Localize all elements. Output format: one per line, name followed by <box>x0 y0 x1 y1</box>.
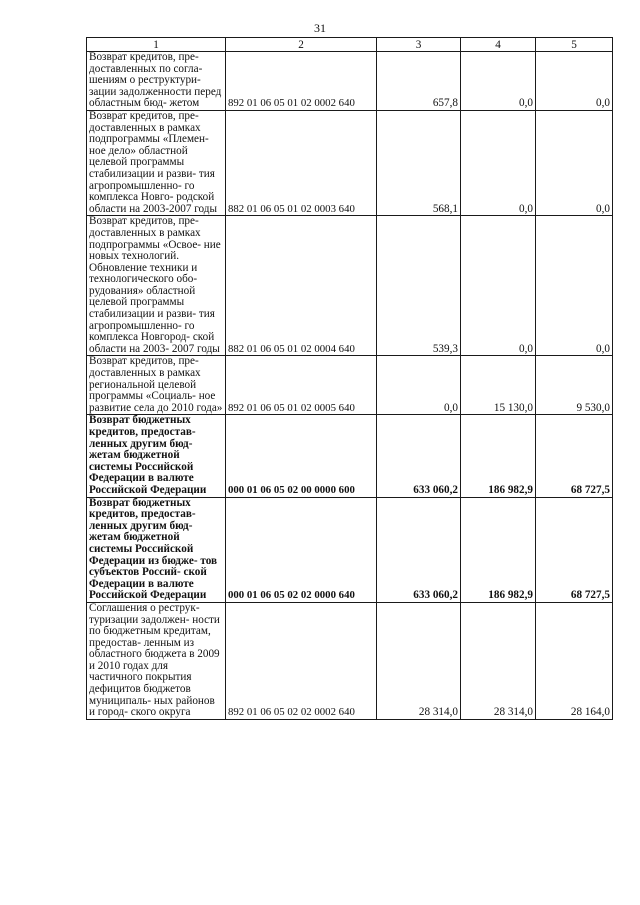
row-code: 892 01 06 05 02 02 0002 640 <box>226 602 377 719</box>
row-name: Возврат кредитов, пре- доставленных в рамках региональной целевой программы «Социаль- ное развитие села до 2010 года» <box>87 356 226 415</box>
row-name: Возврат бюджетных кредитов, предостав- ленных другим бюд- жетам бюджетной системы Российской Федерации в валюте Российской Федерации <box>87 415 226 497</box>
row-code: 000 01 06 05 02 00 0000 600 <box>226 415 377 497</box>
table-row <box>87 356 613 415</box>
row-value-col4: 186 982,9 <box>461 497 536 602</box>
row-code: 892 01 06 05 01 02 0005 640 <box>226 356 377 415</box>
row-value-col5: 0,0 <box>536 216 613 356</box>
row-value-col3: 633 060,2 <box>377 497 461 602</box>
table-row <box>87 415 613 497</box>
row-value-col4: 0,0 <box>461 52 536 111</box>
table-header-row <box>87 38 613 52</box>
header-col-5: 5 <box>536 38 613 52</box>
row-value-col3: 28 314,0 <box>377 602 461 719</box>
table-row <box>87 52 613 111</box>
row-name: Возврат кредитов, пре- доставленных в рамках подпрограммы «Освое- ние новых технологий. Обновление техники и технологического обо- рудования» областной целевой программы стабилизации и разви- тия агропромышленно- го комплекса Новгород- ской области на 2003- 2007 годы <box>87 216 226 356</box>
row-value-col4: 186 982,9 <box>461 415 536 497</box>
row-value-col5: 9 530,0 <box>536 356 613 415</box>
row-code: 000 01 06 05 02 02 0000 640 <box>226 497 377 602</box>
row-name: Возврат кредитов, пре- доставленных в рамках подпрограммы «Племен- ное дело» областной целевой программы стабилизации и разви- тия агропромышленно- го комплекса Новго- родской области на 2003-2007 годы <box>87 110 226 215</box>
row-code: 882 01 06 05 01 02 0003 640 <box>226 110 377 215</box>
table-row <box>87 602 613 719</box>
row-value-col5: 0,0 <box>536 52 613 111</box>
table-row <box>87 110 613 215</box>
row-value-col5: 68 727,5 <box>536 497 613 602</box>
header-col-1: 1 <box>87 38 226 52</box>
row-name: Возврат бюджетных кредитов, предостав- ленных другим бюд- жетам бюджетной системы Российской Федерации из бюдже- тов субъектов Россий- ской Федерации в валюте Российской Федерации <box>87 497 226 602</box>
row-value-col5: 0,0 <box>536 110 613 215</box>
header-col-3: 3 <box>377 38 461 52</box>
budget-table <box>86 37 613 720</box>
row-value-col3: 568,1 <box>377 110 461 215</box>
row-value-col4: 15 130,0 <box>461 356 536 415</box>
table-row <box>87 497 613 602</box>
row-value-col4: 0,0 <box>461 110 536 215</box>
page-number: 31 <box>314 21 326 35</box>
row-value-col5: 28 164,0 <box>536 602 613 719</box>
row-code: 882 01 06 05 01 02 0004 640 <box>226 216 377 356</box>
row-code: 892 01 06 05 01 02 0002 640 <box>226 52 377 111</box>
row-value-col3: 0,0 <box>377 356 461 415</box>
header-col-2: 2 <box>226 38 377 52</box>
row-value-col3: 633 060,2 <box>377 415 461 497</box>
row-name: Возврат кредитов, пре- доставленных по согла- шениям о реструктури- зации задолженности перед областным бюд- жетом <box>87 52 226 111</box>
row-value-col4: 28 314,0 <box>461 602 536 719</box>
row-value-col5: 68 727,5 <box>536 415 613 497</box>
row-value-col4: 0,0 <box>461 216 536 356</box>
header-col-4: 4 <box>461 38 536 52</box>
table-row <box>87 216 613 356</box>
row-value-col3: 539,3 <box>377 216 461 356</box>
row-name: Соглашения о реструк- туризации задолжен- ности по бюджетным кредитам, предостав- ленным из областного бюджета в 2009 и 2010 годах для частичного покрытия дефицитов бюджетов муниципаль- ных районов и город- ского округа <box>87 602 226 719</box>
row-value-col3: 657,8 <box>377 52 461 111</box>
